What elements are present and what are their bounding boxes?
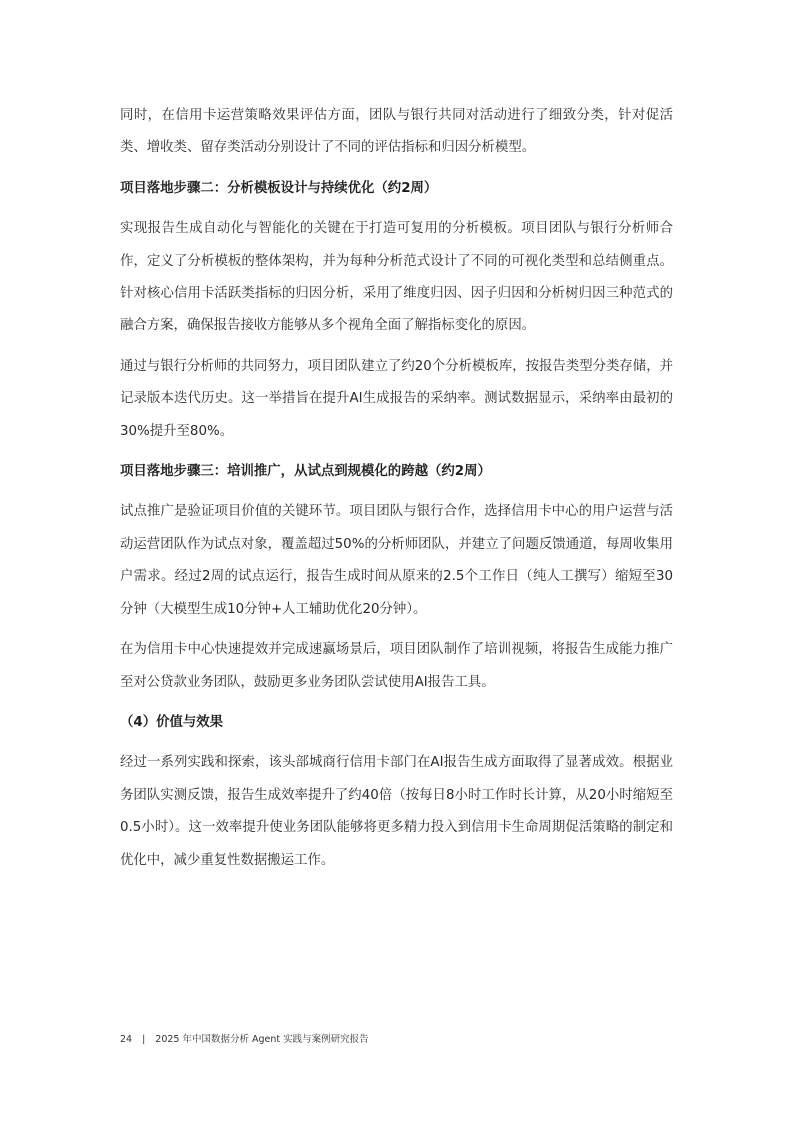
page-footer bbox=[120, 1031, 369, 1045]
heading-step-three: 项目落地步骤三：培训推广，从试点到规模化的跨越（约2周） bbox=[120, 464, 491, 480]
report-title: 2025 年中国数据分析 Agent 实践与案例研究报告 bbox=[155, 1034, 369, 1045]
paragraph-template-library: 通过与银行分析师的共同努力，项目团队建立了约20个分析模板库，按报告类型分类存储，并记录版本迭代历史。这一举措旨在提升AI生成报告的采纳率。测试数据显示，采纳率由最初的30%提升至80%。 bbox=[120, 358, 673, 439]
footer-separator: | bbox=[142, 1034, 146, 1045]
page-number: 24 bbox=[120, 1034, 133, 1045]
paragraph-pilot-promotion: 试点推广是验证项目价值的关键环节。项目团队与银行合作，选择信用卡中心的用户运营与活动运营团队作为试点对象，覆盖超过50%的分析师团队，并建立了问题反馈通道，每周收集用户需求。经过2周的试点运行，报告生成时间从原来的2.5个工作日（纯人工撰写）缩短至30分钟（大模型生成10分钟+人工辅助优化20分钟）。 bbox=[120, 504, 673, 617]
paragraph-results: 经过一系列实践和探索，该头部城商行信用卡部门在AI报告生成方面取得了显著成效。根据业务团队实测反馈，报告生成效率提升了约40倍（按每日8小时工作时长计算，从20小时缩短至0.5小时）。这一效率提升使业务团队能够将更多精力投入到信用卡生命周期促活策略的制定和优化中，减少重复性数据搬运工作。 bbox=[120, 755, 673, 868]
paragraph-evaluation-classification: 同时，在信用卡运营策略效果评估方面，团队与银行共同对活动进行了细致分类，针对促活类、增收类、留存类活动分别设计了不同的评估指标和归因分析模型。 bbox=[120, 108, 673, 156]
paragraph-template-design: 实现报告生成自动化与智能化的关键在于打造可复用的分析模板。项目团队与银行分析师合作，定义了分析模板的整体架构，并为每种分析范式设计了不同的可视化类型和总结侧重点。针对核心信用卡活跃类指标的归因分析，采用了维度归因、因子归因和分析树归因三种范式的融合方案，确保报告接收方能够从多个视角全面了解指标变化的原因。 bbox=[120, 221, 673, 334]
heading-value-effect: （4）价值与效果 bbox=[120, 714, 224, 730]
paragraph-training-rollout: 在为信用卡中心快速提效并完成速赢场景后，项目团队制作了培训视频，将报告生成能力推广至对公贷款业务团队，鼓励更多业务团队尝试使用AI报告工具。 bbox=[120, 642, 673, 690]
document-body bbox=[120, 100, 673, 885]
heading-step-two: 项目落地步骤二：分析模板设计与持续优化（约2周） bbox=[120, 180, 438, 196]
